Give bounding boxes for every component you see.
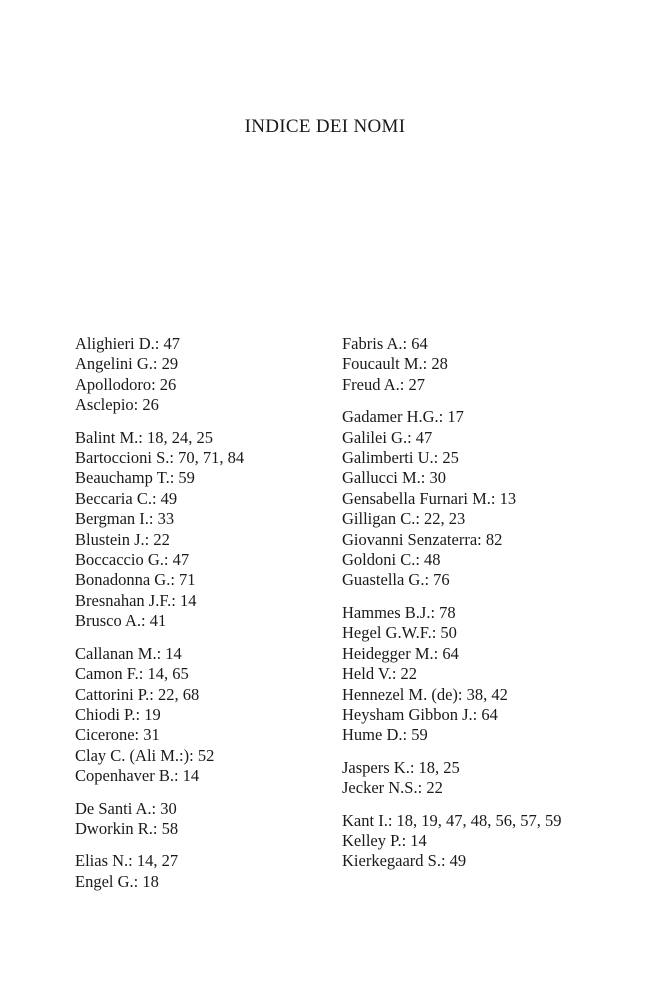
index-entry: Alighieri D.: 47 <box>75 334 180 353</box>
index-entry: Engel G.: 18 <box>75 871 159 891</box>
index-entry: Galilei G.: 47 <box>342 427 433 447</box>
index-entry: Jecker N.S.: 22 <box>342 778 443 798</box>
index-entry: Elias N.: 14, 27 <box>75 851 179 871</box>
index-entry: Hennezel M. (de): 38, 42 <box>342 684 508 704</box>
index-entry: Jaspers K.: 18, 25 <box>342 757 460 777</box>
index-letter-group <box>75 799 325 840</box>
index-entry: Bergman I.: 33 <box>75 509 175 529</box>
index-letter-group <box>75 428 325 632</box>
index-entry: Fabris A.: 64 <box>342 334 428 353</box>
index-letter-group <box>342 407 642 591</box>
index-entry: Callanan M.: 14 <box>75 643 182 663</box>
index-entry: Gallucci M.: 30 <box>342 468 447 488</box>
index-entry: Balint M.: 18, 24, 25 <box>75 427 213 447</box>
index-entry: Chiodi P.: 19 <box>75 704 161 724</box>
index-entry: Cattorini P.: 22, 68 <box>75 684 200 704</box>
index-entry: Hegel G.W.F.: 50 <box>342 623 457 643</box>
index-entry: Hammes B.J.: 78 <box>342 602 456 622</box>
index-column-left <box>75 334 325 904</box>
index-entry: Bonadonna G.: 71 <box>75 570 196 590</box>
page-title: INDICE DEI NOMI <box>244 116 406 137</box>
index-letter-group <box>75 334 325 416</box>
index-letter-group <box>342 603 642 746</box>
index-entry: Freud A.: 27 <box>342 374 425 394</box>
index-entry: Apollodoro: 26 <box>75 374 177 394</box>
index-entry: Cicerone: 31 <box>75 725 160 745</box>
index-entry: Angelini G.: 29 <box>75 354 179 374</box>
index-entry: Gilligan C.: 22, 23 <box>342 509 466 529</box>
index-entry: Kierkegaard S.: 49 <box>342 851 467 871</box>
index-entry: De Santi A.: 30 <box>75 798 177 818</box>
index-column-right <box>342 334 642 884</box>
index-entry: Goldoni C.: 48 <box>342 550 441 570</box>
index-letter-group <box>342 334 642 395</box>
index-entry: Blustein J.: 22 <box>75 529 170 549</box>
index-entry: Beauchamp T.: 59 <box>75 468 195 488</box>
index-entry: Galimberti U.: 25 <box>342 448 459 468</box>
index-entry: Gadamer H.G.: 17 <box>342 407 464 427</box>
index-entry: Hume D.: 59 <box>342 725 428 745</box>
index-entry: Heidegger M.: 64 <box>342 643 459 663</box>
index-entry: Boccaccio G.: 47 <box>75 550 190 570</box>
index-letter-group <box>75 644 325 787</box>
index-entry: Held V.: 22 <box>342 664 418 684</box>
index-entry: Clay C. (Ali M.:): 52 <box>75 745 215 765</box>
index-entry: Heysham Gibbon J.: 64 <box>342 704 498 724</box>
index-entry: Bresnahan J.F.: 14 <box>75 590 197 610</box>
index-entry: Gensabella Furnari M.: 13 <box>342 488 517 508</box>
index-entry: Giovanni Senzaterra: 82 <box>342 529 503 549</box>
index-entry: Beccaria C.: 49 <box>75 488 178 508</box>
index-entry: Guastella G.: 76 <box>342 570 450 590</box>
index-entry: Dworkin R.: 58 <box>75 818 179 838</box>
index-entry: Brusco A.: 41 <box>75 611 167 631</box>
index-letter-group <box>342 811 642 872</box>
index-entry: Kelley P.: 14 <box>342 830 427 850</box>
index-entry: Asclepio: 26 <box>75 395 159 415</box>
index-entry: Foucault M.: 28 <box>342 354 448 374</box>
index-letter-group <box>75 851 325 892</box>
index-entry: Camon F.: 14, 65 <box>75 664 189 684</box>
index-entry: Copenhaver B.: 14 <box>75 766 200 786</box>
index-entry: Kant I.: 18, 19, 47, 48, 56, 57, 59 <box>342 810 562 830</box>
index-letter-group <box>342 758 642 799</box>
index-entry: Bartoccioni S.: 70, 71, 84 <box>75 448 245 468</box>
